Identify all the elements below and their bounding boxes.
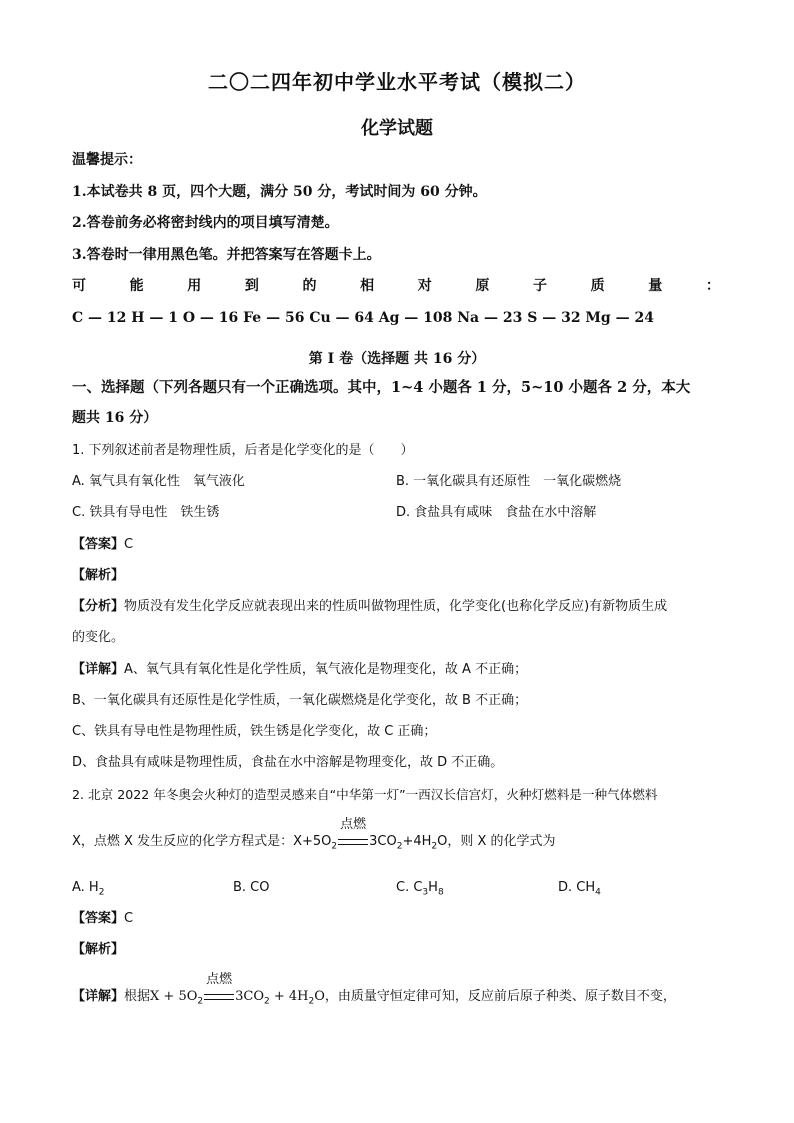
q2-analysis-tag: 【解析】 — [72, 942, 125, 957]
section-heading-line-2: 题共 16 分） — [72, 410, 158, 426]
detail-pre: 根据 — [124, 989, 151, 1004]
label-char: 用 — [187, 278, 202, 294]
detail-reaction-arrow — [203, 972, 235, 1007]
q2-stem-line-2 — [72, 817, 556, 857]
label-char: 可 — [72, 278, 86, 294]
q1-fenxi-line-1 — [72, 597, 667, 617]
fenxi-text: 物质没有发生化学反应就表现出来的性质叫做物理性质，化学变化(也称化学反应)有新物质生成 — [124, 599, 668, 614]
q2-product-2-subscript: 2 — [431, 841, 438, 852]
label-char: 量 — [648, 278, 663, 294]
exam-subtitle: 化学试题 — [361, 118, 433, 139]
detail-eq-r1: 3CO — [235, 989, 264, 1004]
detail-eq-r2-subscript: 2 — [308, 996, 315, 1007]
detail-tag: 【详解】 — [72, 989, 125, 1004]
label-char: 对 — [417, 278, 432, 294]
equals-bar — [204, 994, 234, 1000]
label-char: 能 — [129, 278, 144, 294]
option-text: A. H — [72, 880, 99, 895]
option-text: H — [428, 880, 438, 895]
q1-stem: 1. 下列叙述前者是物理性质，后者是化学变化的是（ ） — [72, 443, 414, 458]
answer-value: C — [124, 537, 134, 552]
q2-option-d — [558, 878, 601, 903]
q2-answer — [72, 909, 133, 929]
answer-tag: 【答案】 — [72, 537, 125, 552]
label-char: 子 — [533, 278, 547, 294]
q2-option-c — [396, 878, 444, 903]
detail-eq-left-subscript: 2 — [197, 996, 204, 1007]
option-subscript: 8 — [437, 887, 444, 898]
atomic-mass-label — [72, 276, 720, 296]
q2-stem-line-1: 2. 北京 2022 年冬奥会火种灯的造型灵感来自“中华第一灯”一西汉长信宫灯，火种灯燃料是一种气体燃料 — [72, 787, 658, 802]
exam-title: 二〇二四年初中学业水平考试（模拟二） — [208, 70, 586, 94]
q2-stem-tail: O，则 X 的化学式为 — [437, 834, 556, 849]
q1-answer — [72, 535, 133, 555]
q2-stem-pre: X，点燃 X 发生反应的化学方程式是：X+5O — [72, 834, 332, 849]
detail-eq-r2: + 4H — [269, 989, 309, 1004]
label-char: ： — [705, 278, 720, 294]
detail-eq-left: X + 5O — [150, 989, 198, 1004]
reaction-condition: 点燃 — [340, 817, 367, 832]
q1-analysis-tag: 【解析】 — [72, 568, 125, 583]
q1-detail-b: B、一氧化碳具有还原性是化学性质，一氧化碳燃烧是化学变化，故 B 不正确； — [72, 693, 528, 708]
option-subscript: 3 — [422, 887, 429, 898]
label-char: 相 — [360, 278, 375, 294]
fenxi-tag: 【分析】 — [72, 599, 125, 614]
q1-option-d: D. 食盐具有咸味 食盐在水中溶解 — [396, 505, 597, 520]
q1-option-c: C. 铁具有导电性 铁生锈 — [72, 505, 220, 520]
label-char: 的 — [302, 278, 317, 294]
q1-fenxi-line-2: 的变化。 — [72, 630, 125, 645]
q2-option-a — [72, 878, 104, 903]
answer-value: C — [124, 911, 134, 926]
atomic-mass-values: C — 12 H — 1 O — 16 Fe — 56 Cu — 64 Ag — 108 Na — 23 S — 32 Mg — 24 — [72, 310, 654, 326]
q1-option-b: B. 一氧化碳具有还原性 一氧化碳燃烧 — [396, 474, 622, 489]
q1-detail-d: D、食盐具有咸味是物理性质，食盐在水中溶解是物理变化，故 D 不正确。 — [72, 755, 504, 770]
detail-eq-r1-subscript: 2 — [264, 996, 270, 1007]
q2-option-b: B. CO — [233, 880, 270, 895]
label-char: 质 — [590, 278, 605, 294]
section-heading-line-1: 一、选择题（下列各题只有一个正确选项。其中，1~4 小题各 1 分，5~10 小题各 2 分，本大 — [72, 379, 691, 396]
q1-option-a: A. 氧气具有氧化性 氧气液化 — [72, 474, 245, 489]
q2-o2-subscript: 2 — [331, 841, 338, 852]
tip-3: 3.答卷时一律用黑色笔。并把答案写在答题卡上。 — [72, 247, 381, 263]
section-title: 第 I 卷（选择题 共 16 分） — [308, 351, 486, 367]
option-text: D. CH — [558, 880, 596, 895]
tips-heading: 温馨提示： — [72, 152, 142, 168]
answer-tag: 【答案】 — [72, 911, 125, 926]
q1-detail-c: C、铁具有导电性是物理性质，铁生锈是化学变化，故 C 正确； — [72, 724, 437, 739]
option-subscript: 2 — [98, 887, 105, 898]
q2-detail — [72, 972, 676, 1012]
q2-product-1: 3CO — [369, 834, 397, 849]
equals-bar — [338, 839, 368, 845]
detail-reaction-condition: 点燃 — [206, 972, 233, 987]
label-char: 原 — [475, 278, 490, 294]
label-char: 到 — [244, 278, 259, 294]
option-subscript: 4 — [595, 887, 601, 898]
detail-text: A、氧气具有氧化性是化学性质，氧气液化是物理变化，故 A 不正确； — [124, 662, 528, 677]
detail-tag: 【详解】 — [72, 662, 125, 677]
q1-detail-a — [72, 660, 527, 680]
q2-product-2: +4H — [402, 834, 432, 849]
reaction-arrow — [337, 817, 369, 852]
detail-post: ，由质量守恒定律可知，反应前后原子种类、原子数目不变， — [324, 989, 676, 1004]
detail-eq-r2-tail: O — [314, 989, 325, 1004]
tip-1: 1.本试卷共 8 页，四个大题，满分 50 分，考试时间为 60 分钟。 — [72, 184, 487, 200]
tip-2: 2.答卷前务必将密封线内的项目填写清楚。 — [72, 215, 339, 231]
q2-product-1-subscript: 2 — [396, 841, 403, 852]
option-text: C. C — [396, 880, 423, 895]
